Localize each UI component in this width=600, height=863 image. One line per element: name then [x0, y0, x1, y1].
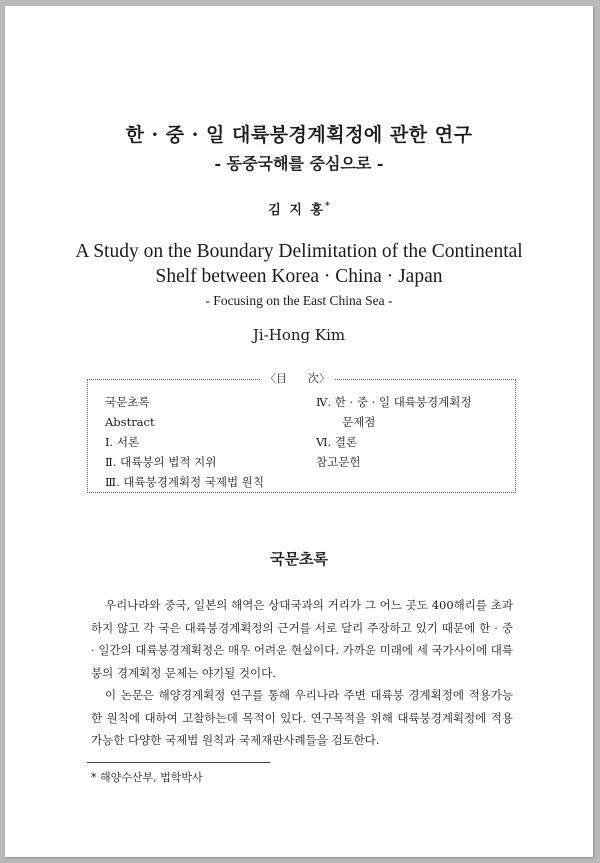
english-subtitle: - Focusing on the East China Sea - [205, 293, 393, 308]
toc-item: Abstract [105, 415, 155, 429]
abstract-body [91, 594, 513, 752]
toc-left-column [105, 392, 264, 492]
document-page [5, 6, 593, 857]
toc-item: 문제점 [342, 415, 376, 429]
footnote: * 해양수산부, 법학박사 [91, 771, 203, 784]
korean-title: 한 · 중 · 일 대륙붕경계획정에 관한 연구 [125, 124, 473, 146]
toc-item: Ⅳ. 한 · 중 · 일 대륙붕경계획정 [316, 395, 472, 409]
abstract-paragraph: 우리나라와 중국, 일본의 해역은 상대국과의 거리가 그 어느 곳도 400해리를 초과하지 않고 각 국은 대륙붕경계획정의 근거를 서로 달리 주장하고 있기 때문에 한 · 중 · 일간의 대륙붕경계획정은 매우 어려운 현실이다. 가까운 미래에 세 국가사이에 대륙붕의 경계획정 문제는 야기될 것이다. [91, 598, 513, 680]
toc-item: 국문초록 [105, 395, 150, 409]
english-author: Ji-Hong Kim [252, 326, 346, 344]
footnote-divider [87, 762, 270, 763]
korean-author-name: 김 지 홍 [268, 203, 325, 218]
korean-author [5, 199, 593, 218]
toc-item: Ⅰ. 서론 [105, 435, 140, 449]
author-footnote-marker: * [325, 201, 330, 212]
toc-item: Ⅲ. 대륙붕경계획정 국제법 원칙 [105, 475, 265, 489]
toc-heading: 〈目 次〉 [261, 370, 334, 386]
table-of-contents [87, 372, 516, 493]
toc-item: Ⅵ. 결론 [316, 435, 358, 449]
korean-subtitle: - 동중국해를 중심으로 - [214, 154, 384, 173]
toc-item: Ⅱ. 대륙붕의 법적 지위 [105, 455, 217, 469]
english-title [5, 239, 593, 289]
toc-item: 참고문헌 [316, 455, 361, 469]
english-title-line-2: Shelf between Korea · China · Japan [155, 266, 443, 287]
toc-right-column [316, 392, 471, 472]
abstract-heading: 국문초록 [270, 550, 328, 568]
abstract-paragraph: 이 논문은 해양경계획정 연구를 통해 우리나라 주변 대륙붕 경계획정에 적용가능한 원칙에 대하여 고찰하는데 목적이 있다. 연구목적을 위해 대륙붕경계획정에 적용가능한 다양한 국제법 원칙과 국제재판사례들을 검토한다. [91, 688, 513, 747]
english-title-line-1: A Study on the Boundary Delimitation of the Continental [75, 241, 523, 262]
